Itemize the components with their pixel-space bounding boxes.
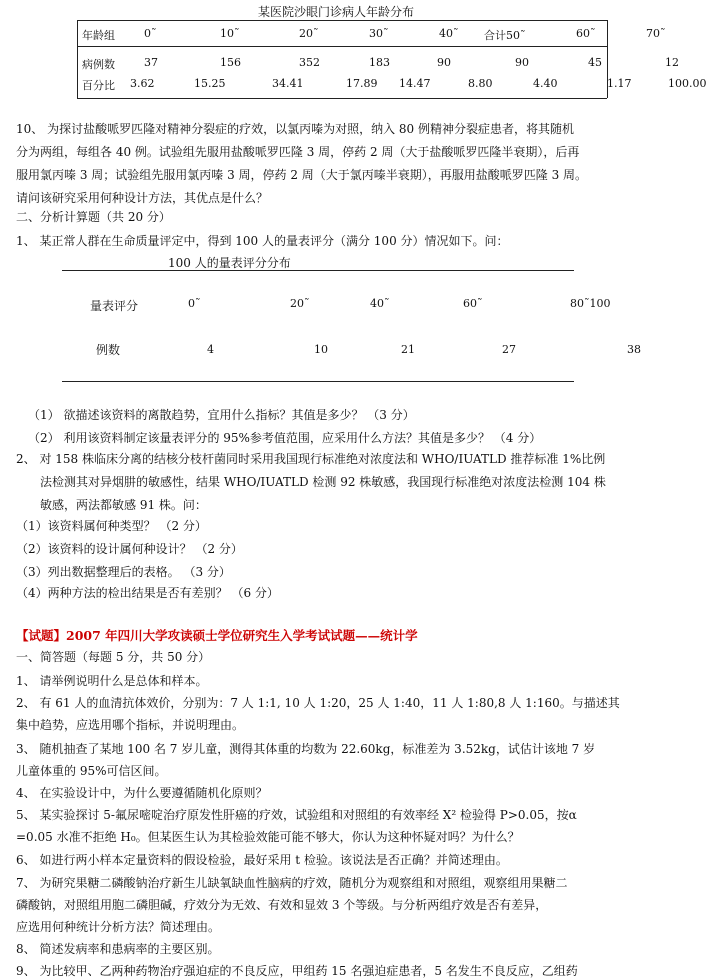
short-question-line: 7、 为研究果糖二磷酸钠治疗新生儿缺氧缺血性脑病的疗效，随机分为观察组和对照组，观察组用果糖二: [16, 876, 568, 890]
short-question-line: =0.05 水准不拒绝 H₀。但某医生认为其检验效能可能不够大，你认为这种怀疑对吗？为什么？: [16, 830, 520, 844]
table1-cell: 病例数: [82, 58, 115, 71]
short-question-line: 6、 如进行两小样本定量资料的假设检验，最好采用 t 检验。该说法是否正确？并简述理由。: [16, 853, 508, 867]
table1-cell: 年龄组: [82, 29, 115, 42]
table1-left-border: [77, 20, 78, 98]
table1-cell: 30˜: [369, 27, 389, 40]
short-question-line: 2、 有 61 人的血清抗体效价，分别为：7 人 1:1, 10 人 1:20，25 人 1:40，11 人 1:80,8 人 1:160。与描述其: [16, 696, 620, 710]
table1-bottom-rule: [77, 98, 607, 99]
table2-count-cell: 21: [401, 343, 415, 356]
table2-title: 100 人的量表评分分布: [168, 256, 291, 270]
q2-sub-question: （3）列出数据整理后的表格。 （3 分）: [16, 565, 231, 579]
table1-cell: 100.00: [668, 77, 707, 90]
table1-cell: 14.47: [399, 77, 431, 90]
short-question-line: 8、 简述发病率和患病率的主要区别。: [16, 942, 220, 956]
table1-cell: 34.41: [272, 77, 304, 90]
table1-mid-rule: [77, 46, 607, 47]
table1-top-rule: [77, 20, 607, 21]
table2-count-cell: 38: [627, 343, 641, 356]
table2-score-cell: 40˜: [370, 297, 390, 310]
q2-line: 2、 对 158 株临床分离的结核分枝杆菌同时采用我国现行标准绝对浓度法和 WHO/IUATLD 推荐标准 1%比例: [16, 452, 606, 466]
table2-score-cell: 60˜: [463, 297, 483, 310]
q10-line: 10、 为探讨盐酸哌罗匹隆对精神分裂症的疗效，以氯丙嗪为对照，纳入 80 例精神分裂症患者，将其随机: [16, 122, 574, 136]
q2-line: 敏感，两法都敏感 91 株。问：: [40, 498, 207, 512]
table1-cell: 0˜: [144, 27, 157, 40]
table1-cell: 90: [437, 56, 451, 69]
q2-line: 法检测其对异烟肼的敏感性，结果 WHO/IUATLD 检测 92 株敏感，我国现行标准绝对浓度法检测 104 株: [40, 475, 606, 489]
short-question-line: 4、 在实验设计中，为什么要遵循随机化原则？: [16, 786, 268, 800]
table2-score-cell: 20˜: [290, 297, 310, 310]
table1-cell: 90: [515, 56, 529, 69]
table1-cell: 352: [299, 56, 320, 69]
table2-score-cell: 0˜: [188, 297, 201, 310]
table2-count-cell: 27: [502, 343, 516, 356]
exam-title: 【试题】2007 年四川大学攻读硕士学位研究生入学考试试题——统计学: [16, 628, 418, 643]
q1-sub-question: （2） 利用该资料制定该量表评分的 95%参考值范围，应采用什么方法？其值是多少？ （4 分）: [28, 431, 542, 445]
table1-cell: 1.17: [607, 77, 632, 90]
table2-score-cell: 80˜100: [570, 297, 611, 310]
q2-sub-question: （2）该资料的设计属何种设计？ （2 分）: [16, 542, 243, 556]
section-1-heading: 一、简答题（每题 5 分，共 50 分）: [16, 650, 211, 664]
table1-cell: 15.25: [194, 77, 226, 90]
short-question-line: 磷酸钠，对照组用胞二磷胆碱，疗效分为无效、有效和显效 3 个等级。与分析两组疗效是否有差异，: [16, 898, 548, 912]
short-question-line: 1、 请举例说明什么是总体和样本。: [16, 674, 208, 688]
short-question-line: 9、 为比较甲、乙两种药物治疗强迫症的不良反应，甲组药 15 名强迫症患者，5 名发生不良反应，乙组药: [16, 964, 578, 978]
section-2-heading: 二、分析计算题（共 20 分）: [16, 210, 171, 224]
table1-cell: 45: [588, 56, 602, 69]
table2-top-rule: [62, 270, 574, 271]
table2-count-label: 例数: [96, 343, 121, 357]
question-1-intro: 1、 某正常人群在生命质量评定中，得到 100 人的量表评分（满分 100 分）情况如下。问：: [16, 234, 509, 248]
table2-score-label: 量表评分: [90, 299, 139, 313]
table1-cell: 百分比: [82, 79, 115, 92]
short-question-line: 3、 随机抽查了某地 100 名 7 岁儿童，测得其体重的均数为 22.60kg，标准差为 3.52kg，试估计该地 7 岁: [16, 742, 596, 756]
q1-sub-question: （1） 欲描述该资料的离散趋势，宜用什么指标？其值是多少？ （3 分）: [28, 408, 415, 422]
table2-count-cell: 10: [314, 343, 328, 356]
q2-sub-question: （4）两种方法的检出结果是否有差别？ （6 分）: [16, 586, 279, 600]
table1-cell: 20˜: [299, 27, 319, 40]
short-question-line: 集中趋势，应选用哪个指标，并说明理由。: [16, 718, 245, 732]
table1-cell: 60˜: [576, 27, 596, 40]
table1-cell: 37: [144, 56, 158, 69]
table1-cell: 10˜: [220, 27, 240, 40]
table1-title: 某医院沙眼门诊病人年龄分布: [258, 5, 415, 19]
q10-line: 请问该研究采用何种设计方法，其优点是什么？: [16, 191, 269, 205]
table1-cell: 40˜: [439, 27, 459, 40]
short-question-line: 儿童体重的 95%可信区间。: [16, 764, 167, 778]
table1-cell: 合计50˜: [484, 29, 526, 42]
table2-count-cell: 4: [207, 343, 214, 356]
table1-cell: 4.40: [533, 77, 558, 90]
table2-bottom-rule: [62, 381, 574, 382]
short-question-line: 5、 某实验探讨 5-氟尿嘧啶治疗原发性肝癌的疗效，试验组和对照组的有效率经 X² 检验得 P>0.05，按α: [16, 808, 577, 822]
table1-cell: 12: [665, 56, 679, 69]
table1-cell: 183: [369, 56, 390, 69]
table1-cell: 3.62: [130, 77, 155, 90]
table1-cell: 156: [220, 56, 241, 69]
q2-sub-question: （1）该资料属何种类型？ （2 分）: [16, 519, 207, 533]
table1-cell: 70˜: [646, 27, 666, 40]
short-question-line: 应选用何种统计分析方法？简述理由。: [16, 920, 221, 934]
table1-cell: 17.89: [346, 77, 378, 90]
table1-cell: 8.80: [468, 77, 493, 90]
q10-line: 服用氯丙嗪 3 周；试验组先服用氯丙嗪 3 周，停药 2 周（大于氯丙嗪半衰期），再服用盐酸哌罗匹隆 3 周。: [16, 168, 588, 182]
q10-line: 分为两组，每组各 40 例。试验组先服用盐酸哌罗匹隆 3 周，停药 2 周（大于盐酸哌罗匹隆半衰期），后再: [16, 145, 580, 159]
